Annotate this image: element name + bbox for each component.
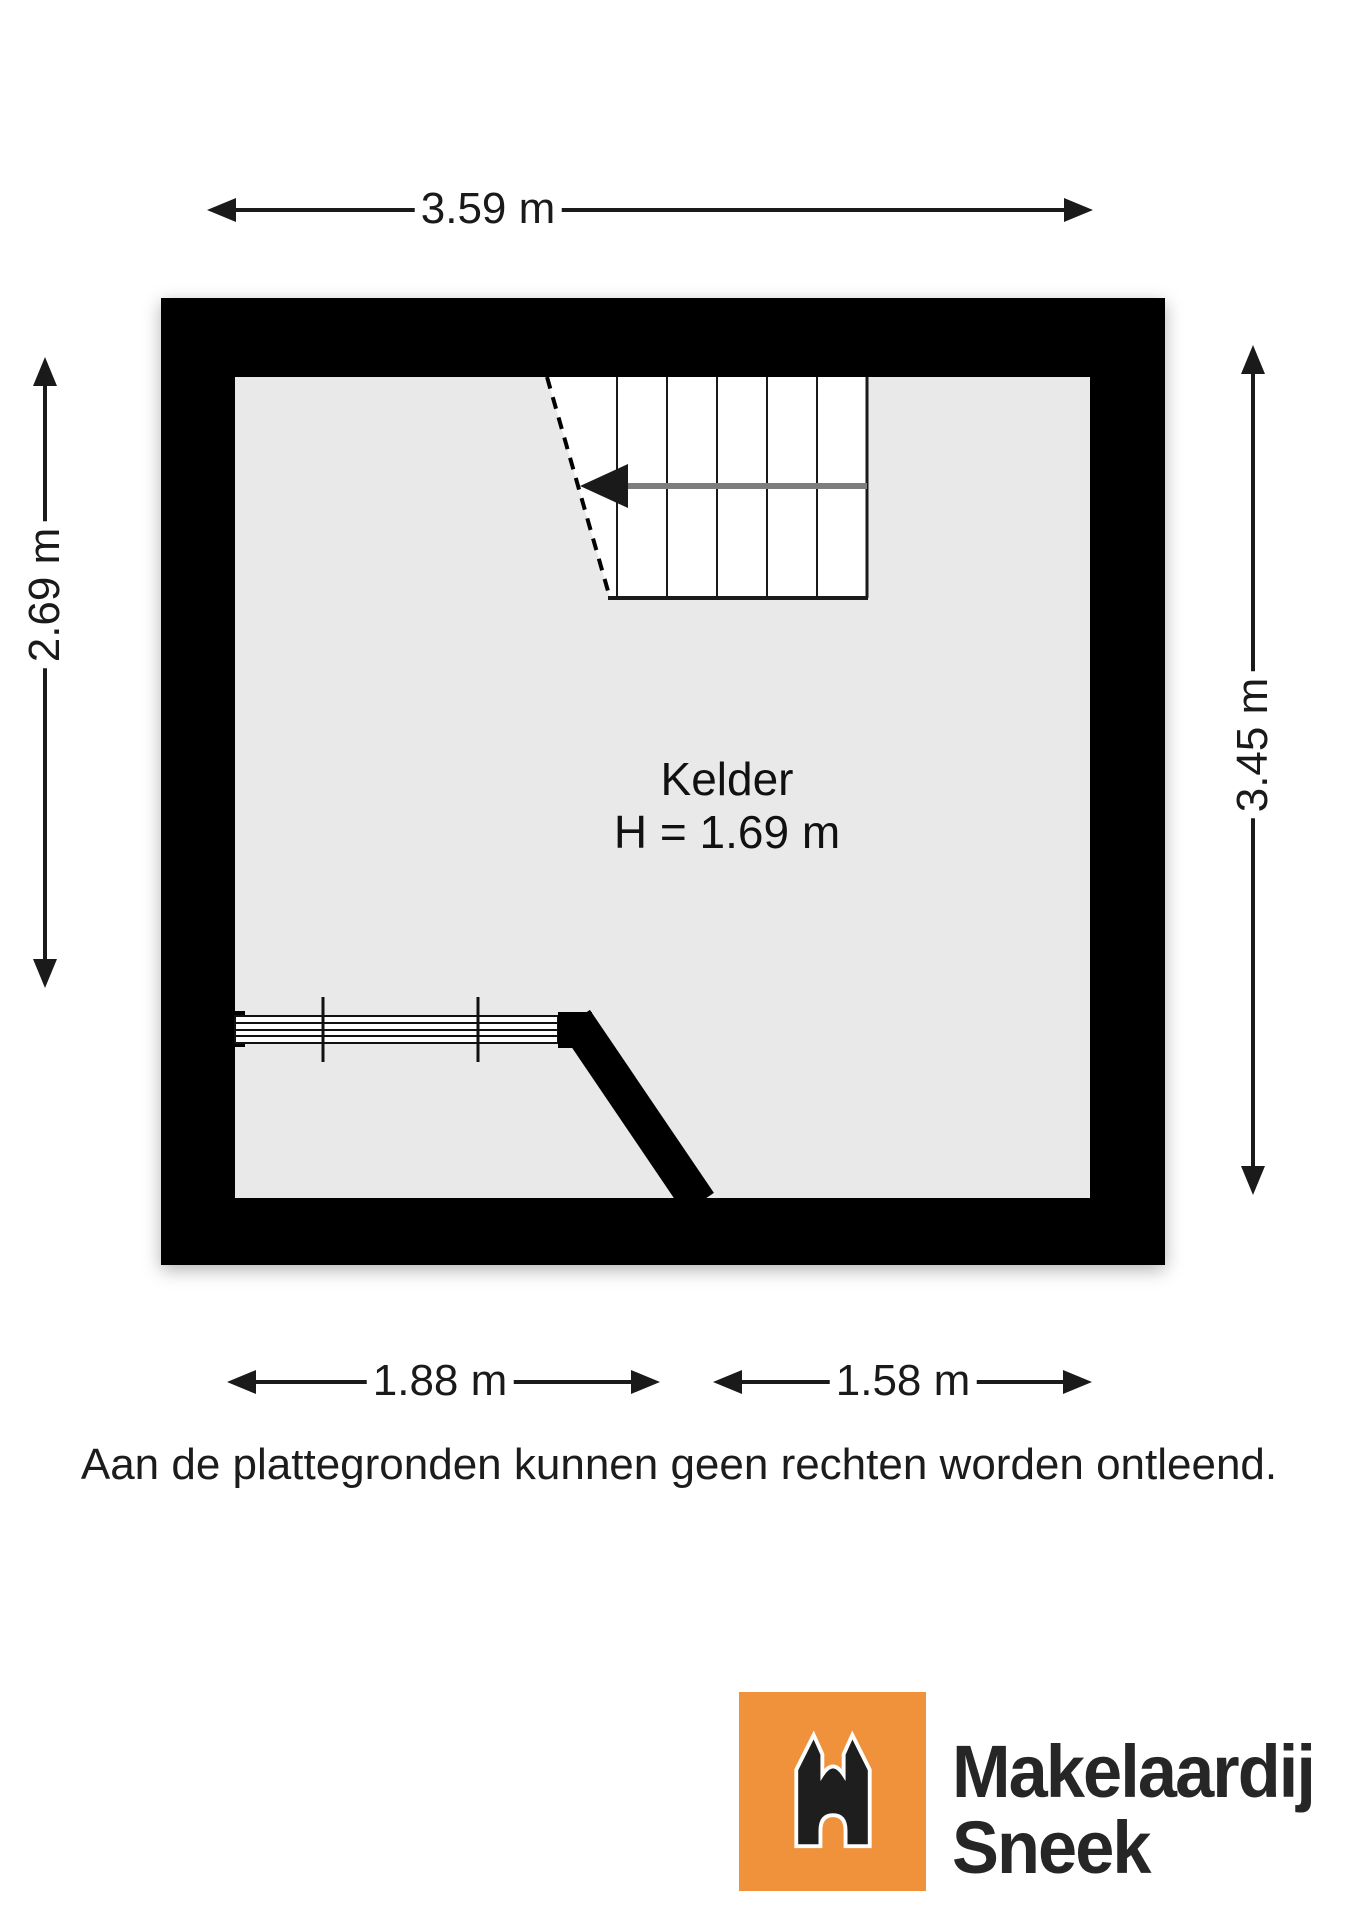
dim-label-bottom-right: 1.58 m <box>830 1357 977 1405</box>
church-silhouette <box>796 1734 869 1845</box>
arrowhead-left-icon <box>713 1370 742 1394</box>
arrowhead-right-icon <box>631 1370 660 1394</box>
disclaimer-text: Aan de plattegronden kunnen geen rechten worden ontleend. <box>80 1440 1278 1489</box>
arrowhead-up-icon <box>1241 345 1265 374</box>
dimension-top <box>207 198 1093 222</box>
arrowhead-right-icon <box>1064 198 1093 222</box>
logo-mark <box>739 1692 926 1891</box>
dimension-left <box>33 357 57 988</box>
dim-label-left: 2.69 m <box>21 522 69 669</box>
room-ceiling-height: H = 1.69 m <box>613 806 841 858</box>
church-towers-icon <box>775 1719 891 1865</box>
arrowhead-left-icon <box>207 198 236 222</box>
room-name: Kelder <box>660 753 794 805</box>
logo-wordmark <box>952 1730 1315 1889</box>
arrowhead-down-icon <box>1241 1166 1265 1195</box>
room-label <box>614 753 840 859</box>
arrowhead-right-icon <box>1063 1370 1092 1394</box>
logo-line2: Sneek <box>952 1806 1150 1889</box>
dim-label-top: 3.59 m <box>415 185 562 233</box>
arrowhead-up-icon <box>33 357 57 386</box>
arrowhead-left-icon <box>227 1370 256 1394</box>
arrowhead-down-icon <box>33 959 57 988</box>
dim-label-bottom-left: 1.88 m <box>367 1357 514 1405</box>
logo-line1: Makelaardij <box>952 1730 1315 1813</box>
dim-label-right: 3.45 m <box>1229 672 1277 819</box>
